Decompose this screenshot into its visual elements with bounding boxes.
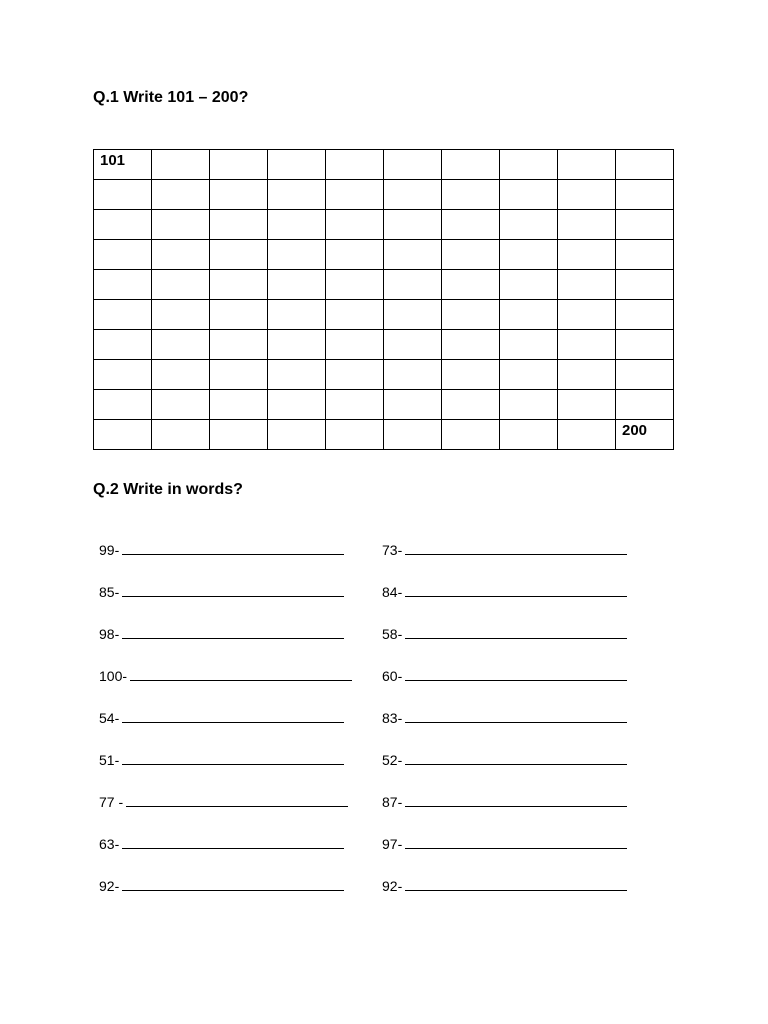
grid-cell[interactable] bbox=[442, 180, 500, 210]
grid-cell[interactable] bbox=[326, 150, 384, 180]
grid-cell[interactable] bbox=[500, 390, 558, 420]
grid-cell[interactable] bbox=[442, 360, 500, 390]
number-label: 100- bbox=[99, 668, 128, 684]
grid-row bbox=[94, 240, 674, 270]
grid-cell[interactable] bbox=[268, 390, 326, 420]
grid-row bbox=[94, 390, 674, 420]
word-item-right bbox=[382, 834, 627, 852]
grid-cell[interactable] bbox=[94, 270, 152, 300]
words-row bbox=[99, 834, 659, 876]
grid-cell[interactable] bbox=[210, 270, 268, 300]
grid-cell[interactable] bbox=[442, 330, 500, 360]
grid-cell[interactable] bbox=[616, 330, 674, 360]
grid-cell[interactable] bbox=[268, 420, 326, 450]
answer-line[interactable] bbox=[405, 624, 627, 639]
number-label: 92- bbox=[382, 878, 403, 894]
grid-cell[interactable] bbox=[616, 210, 674, 240]
number-label: 51- bbox=[99, 752, 120, 768]
grid-cell[interactable] bbox=[384, 270, 442, 300]
grid-cell[interactable] bbox=[94, 210, 152, 240]
grid-cell[interactable] bbox=[500, 300, 558, 330]
number-label: 98- bbox=[99, 626, 120, 642]
number-label: 73- bbox=[382, 542, 403, 558]
grid-row bbox=[94, 210, 674, 240]
words-row bbox=[99, 876, 659, 918]
answer-line[interactable] bbox=[126, 792, 348, 807]
grid-cell[interactable] bbox=[558, 390, 616, 420]
grid-cell[interactable] bbox=[210, 330, 268, 360]
grid-cell[interactable] bbox=[268, 270, 326, 300]
word-item-right bbox=[382, 708, 627, 726]
grid-cell[interactable] bbox=[442, 300, 500, 330]
grid-cell[interactable] bbox=[558, 360, 616, 390]
words-row bbox=[99, 666, 659, 708]
grid-cell[interactable] bbox=[442, 270, 500, 300]
number-label: 85- bbox=[99, 584, 120, 600]
grid-cell[interactable] bbox=[384, 360, 442, 390]
number-label: 97- bbox=[382, 836, 403, 852]
grid-cell[interactable] bbox=[384, 210, 442, 240]
grid-cell[interactable] bbox=[152, 240, 210, 270]
answer-line[interactable] bbox=[405, 750, 627, 765]
grid-cell[interactable] bbox=[384, 300, 442, 330]
answer-line[interactable] bbox=[130, 666, 352, 681]
number-label: 92- bbox=[99, 878, 120, 894]
grid-cell[interactable] bbox=[152, 150, 210, 180]
grid-cell[interactable] bbox=[94, 390, 152, 420]
write-in-words-list bbox=[99, 540, 659, 918]
grid-cell[interactable] bbox=[500, 360, 558, 390]
grid-cell[interactable] bbox=[384, 180, 442, 210]
grid-cell[interactable] bbox=[268, 240, 326, 270]
number-label: 77 - bbox=[99, 794, 124, 810]
words-row bbox=[99, 750, 659, 792]
grid-cell[interactable] bbox=[326, 420, 384, 450]
grid-first-value: 101 bbox=[100, 152, 126, 169]
grid-cell[interactable] bbox=[210, 210, 268, 240]
answer-line[interactable] bbox=[122, 750, 344, 765]
grid-cell[interactable] bbox=[384, 390, 442, 420]
words-row bbox=[99, 624, 659, 666]
number-label: 58- bbox=[382, 626, 403, 642]
grid-cell[interactable] bbox=[210, 180, 268, 210]
grid-cell[interactable] bbox=[152, 300, 210, 330]
grid-cell[interactable] bbox=[326, 240, 384, 270]
number-label: 87- bbox=[382, 794, 403, 810]
answer-line[interactable] bbox=[122, 540, 344, 555]
answer-line[interactable] bbox=[405, 708, 627, 723]
grid-cell[interactable] bbox=[500, 240, 558, 270]
grid-cell[interactable] bbox=[326, 390, 384, 420]
words-row bbox=[99, 582, 659, 624]
grid-cell[interactable] bbox=[268, 300, 326, 330]
word-item-left bbox=[99, 540, 344, 558]
grid-cell[interactable] bbox=[268, 330, 326, 360]
word-item-right bbox=[382, 624, 627, 642]
number-label: 63- bbox=[99, 836, 120, 852]
grid-cell[interactable] bbox=[210, 390, 268, 420]
grid-cell[interactable] bbox=[500, 210, 558, 240]
word-item-left bbox=[99, 582, 344, 600]
grid-cell[interactable] bbox=[152, 210, 210, 240]
word-item-right bbox=[382, 876, 627, 894]
answer-line[interactable] bbox=[405, 582, 627, 597]
grid-cell[interactable] bbox=[94, 180, 152, 210]
word-item-left bbox=[99, 624, 344, 642]
grid-cell[interactable] bbox=[268, 360, 326, 390]
grid-cell[interactable] bbox=[210, 150, 268, 180]
grid-cell[interactable] bbox=[94, 330, 152, 360]
grid-cell[interactable] bbox=[94, 300, 152, 330]
grid-cell[interactable] bbox=[500, 180, 558, 210]
word-item-right bbox=[382, 750, 627, 768]
grid-cell[interactable] bbox=[152, 270, 210, 300]
word-item-left bbox=[99, 666, 352, 684]
grid-cell[interactable] bbox=[152, 330, 210, 360]
number-label: 52- bbox=[382, 752, 403, 768]
word-item-left bbox=[99, 750, 344, 768]
word-item-left bbox=[99, 876, 344, 894]
grid-cell[interactable] bbox=[384, 420, 442, 450]
grid-cell[interactable] bbox=[94, 360, 152, 390]
answer-line[interactable] bbox=[405, 834, 627, 849]
grid-row bbox=[94, 300, 674, 330]
grid-cell[interactable] bbox=[442, 420, 500, 450]
grid-cell[interactable] bbox=[616, 180, 674, 210]
question-2-title: Q.2 Write in words? bbox=[93, 481, 243, 498]
grid-cell[interactable] bbox=[384, 150, 442, 180]
grid-cell[interactable] bbox=[558, 210, 616, 240]
answer-line[interactable] bbox=[405, 792, 627, 807]
grid-cell[interactable] bbox=[616, 240, 674, 270]
grid-cell[interactable] bbox=[268, 210, 326, 240]
grid-cell[interactable] bbox=[558, 150, 616, 180]
grid-cell[interactable] bbox=[442, 390, 500, 420]
grid-cell[interactable] bbox=[616, 420, 674, 450]
answer-line[interactable] bbox=[122, 876, 344, 891]
grid-row bbox=[94, 330, 674, 360]
grid-cell[interactable] bbox=[616, 300, 674, 330]
number-grid bbox=[93, 149, 674, 450]
number-label: 54- bbox=[99, 710, 120, 726]
question-1-title: Q.1 Write 101 – 200? bbox=[93, 89, 249, 106]
grid-row bbox=[94, 270, 674, 300]
word-item-left bbox=[99, 792, 348, 810]
number-label: 84- bbox=[382, 584, 403, 600]
grid-cell[interactable] bbox=[326, 180, 384, 210]
grid-cell[interactable] bbox=[326, 270, 384, 300]
grid-cell[interactable] bbox=[210, 240, 268, 270]
number-label: 60- bbox=[382, 668, 403, 684]
answer-line[interactable] bbox=[122, 834, 344, 849]
grid-cell[interactable] bbox=[616, 150, 674, 180]
grid-cell[interactable] bbox=[384, 240, 442, 270]
grid-cell[interactable] bbox=[616, 360, 674, 390]
grid-cell[interactable] bbox=[94, 240, 152, 270]
number-label: 99- bbox=[99, 542, 120, 558]
grid-cell[interactable] bbox=[326, 300, 384, 330]
number-label: 83- bbox=[382, 710, 403, 726]
grid-row bbox=[94, 420, 674, 450]
grid-cell[interactable] bbox=[500, 150, 558, 180]
grid-cell[interactable] bbox=[558, 420, 616, 450]
grid-cell[interactable] bbox=[268, 180, 326, 210]
grid-cell[interactable] bbox=[616, 270, 674, 300]
answer-line[interactable] bbox=[405, 666, 627, 681]
grid-cell[interactable] bbox=[210, 300, 268, 330]
word-item-left bbox=[99, 834, 344, 852]
word-item-right bbox=[382, 792, 627, 810]
grid-cell[interactable] bbox=[384, 330, 442, 360]
grid-cell[interactable] bbox=[210, 420, 268, 450]
grid-cell[interactable] bbox=[152, 390, 210, 420]
grid-cell[interactable] bbox=[558, 300, 616, 330]
words-row bbox=[99, 708, 659, 750]
grid-cell[interactable] bbox=[152, 180, 210, 210]
grid-cell[interactable] bbox=[442, 210, 500, 240]
grid-last-value: 200 bbox=[622, 422, 648, 439]
grid-cell[interactable] bbox=[558, 240, 616, 270]
grid-row bbox=[94, 180, 674, 210]
grid-cell[interactable] bbox=[152, 420, 210, 450]
grid-cell[interactable] bbox=[442, 150, 500, 180]
grid-cell[interactable] bbox=[558, 180, 616, 210]
word-item-right bbox=[382, 582, 627, 600]
word-item-right bbox=[382, 540, 627, 558]
grid-cell[interactable] bbox=[558, 330, 616, 360]
grid-cell[interactable] bbox=[152, 360, 210, 390]
grid-cell[interactable] bbox=[94, 150, 152, 180]
grid-row bbox=[94, 360, 674, 390]
grid-cell[interactable] bbox=[442, 240, 500, 270]
word-item-right bbox=[382, 666, 627, 684]
grid-cell[interactable] bbox=[94, 420, 152, 450]
grid-cell[interactable] bbox=[326, 210, 384, 240]
grid-cell[interactable] bbox=[210, 360, 268, 390]
grid-row bbox=[94, 150, 674, 180]
grid-cell[interactable] bbox=[558, 270, 616, 300]
word-item-left bbox=[99, 708, 344, 726]
answer-line[interactable] bbox=[405, 876, 627, 891]
answer-line[interactable] bbox=[122, 708, 344, 723]
grid-cell[interactable] bbox=[500, 270, 558, 300]
grid-cell[interactable] bbox=[268, 150, 326, 180]
words-row bbox=[99, 540, 659, 582]
grid-cell[interactable] bbox=[326, 360, 384, 390]
words-row bbox=[99, 792, 659, 834]
grid-cell[interactable] bbox=[500, 420, 558, 450]
answer-line[interactable] bbox=[122, 624, 344, 639]
answer-line[interactable] bbox=[122, 582, 344, 597]
answer-line[interactable] bbox=[405, 540, 627, 555]
grid-cell[interactable] bbox=[500, 330, 558, 360]
grid-cell[interactable] bbox=[326, 330, 384, 360]
grid-cell[interactable] bbox=[616, 390, 674, 420]
